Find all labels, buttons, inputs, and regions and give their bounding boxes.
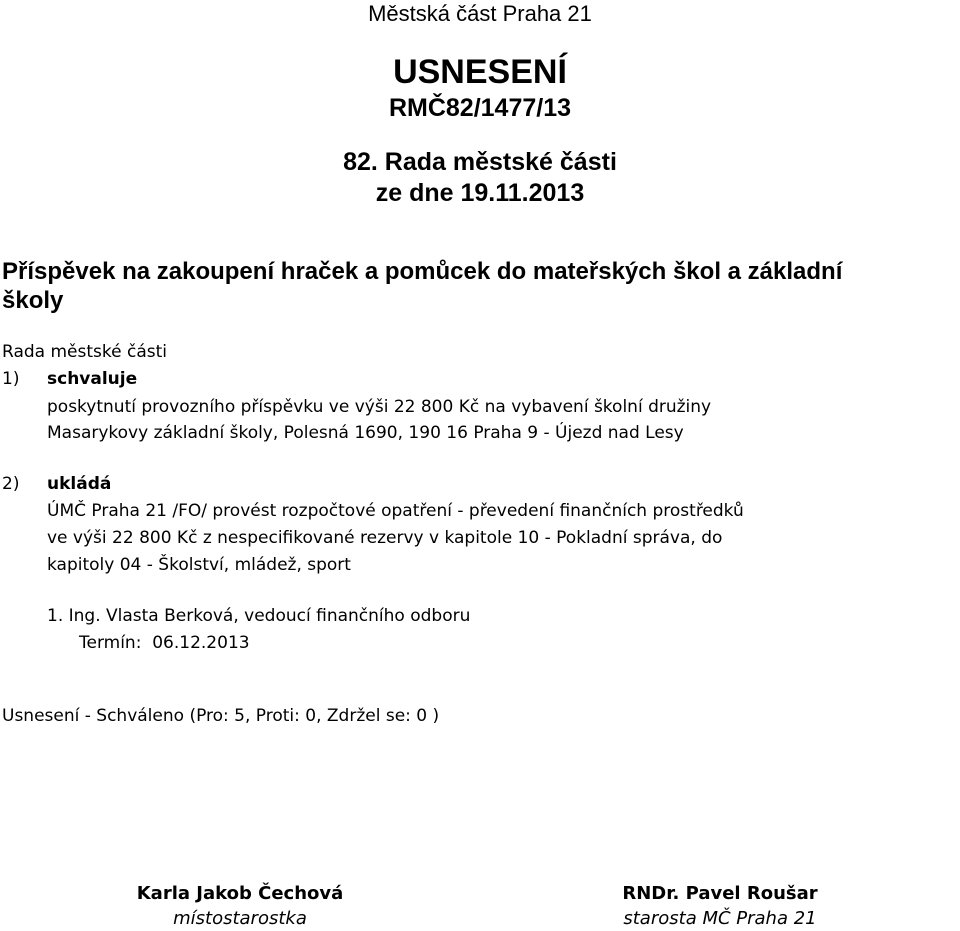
session-name: 82. Rada městské části: [343, 148, 617, 176]
document-title: USNESENÍ: [393, 53, 567, 91]
item-1-line: Masarykovy základní školy, Polesná 1690, 190 16 Praha 9 - Újezd nad Lesy: [47, 423, 684, 443]
item-2-deadline: Termín: 06.12.2013: [79, 633, 250, 653]
item-1-number: 1): [2, 369, 20, 389]
item-2-line: kapitoly 04 - Školství, mládež, sport: [47, 555, 351, 575]
vote-result: Usnesení - Schváleno (Pro: 5, Proti: 0, Zdržel se: 0 ): [2, 706, 440, 726]
item-2-number: 2): [2, 474, 20, 494]
signature-deputy-mayor: [80, 881, 400, 931]
municipality-name: Městská část Praha 21: [368, 1, 592, 26]
subject-line-2: školy: [2, 287, 64, 314]
resolution-number: RMČ82/1477/13: [388, 94, 572, 122]
body-intro: Rada městské části: [2, 342, 167, 362]
item-1-line: poskytnutí provozního příspěvku ve výši 22 800 Kč na vybavení školní družiny: [47, 397, 712, 417]
signatory-name: Karla Jakob Čechová: [136, 883, 344, 904]
session-date: ze dne 19.11.2013: [375, 179, 585, 207]
subject-line-1: Příspěvek na zakoupení hraček a pomůcek do mateřských škol a základní: [2, 258, 843, 285]
item-2-responsible: 1. Ing. Vlasta Berková, vedoucí finančního odboru: [47, 606, 471, 626]
signatory-role: starosta MČ Praha 21: [623, 908, 817, 929]
item-2-line: ve výši 22 800 Kč z nespecifikované rezervy v kapitole 10 - Pokladní správa, do: [47, 528, 723, 548]
item-2-line: ÚMČ Praha 21 /FO/ provést rozpočtové opatření - převedení finančních prostředků: [47, 501, 744, 521]
signatory-role: místostarostka: [173, 908, 307, 929]
signature-mayor: [560, 881, 880, 931]
item-2-verb: ukládá: [47, 474, 112, 494]
signatory-name: RNDr. Pavel Roušar: [622, 883, 818, 904]
item-1-verb: schvaluje: [47, 369, 138, 389]
